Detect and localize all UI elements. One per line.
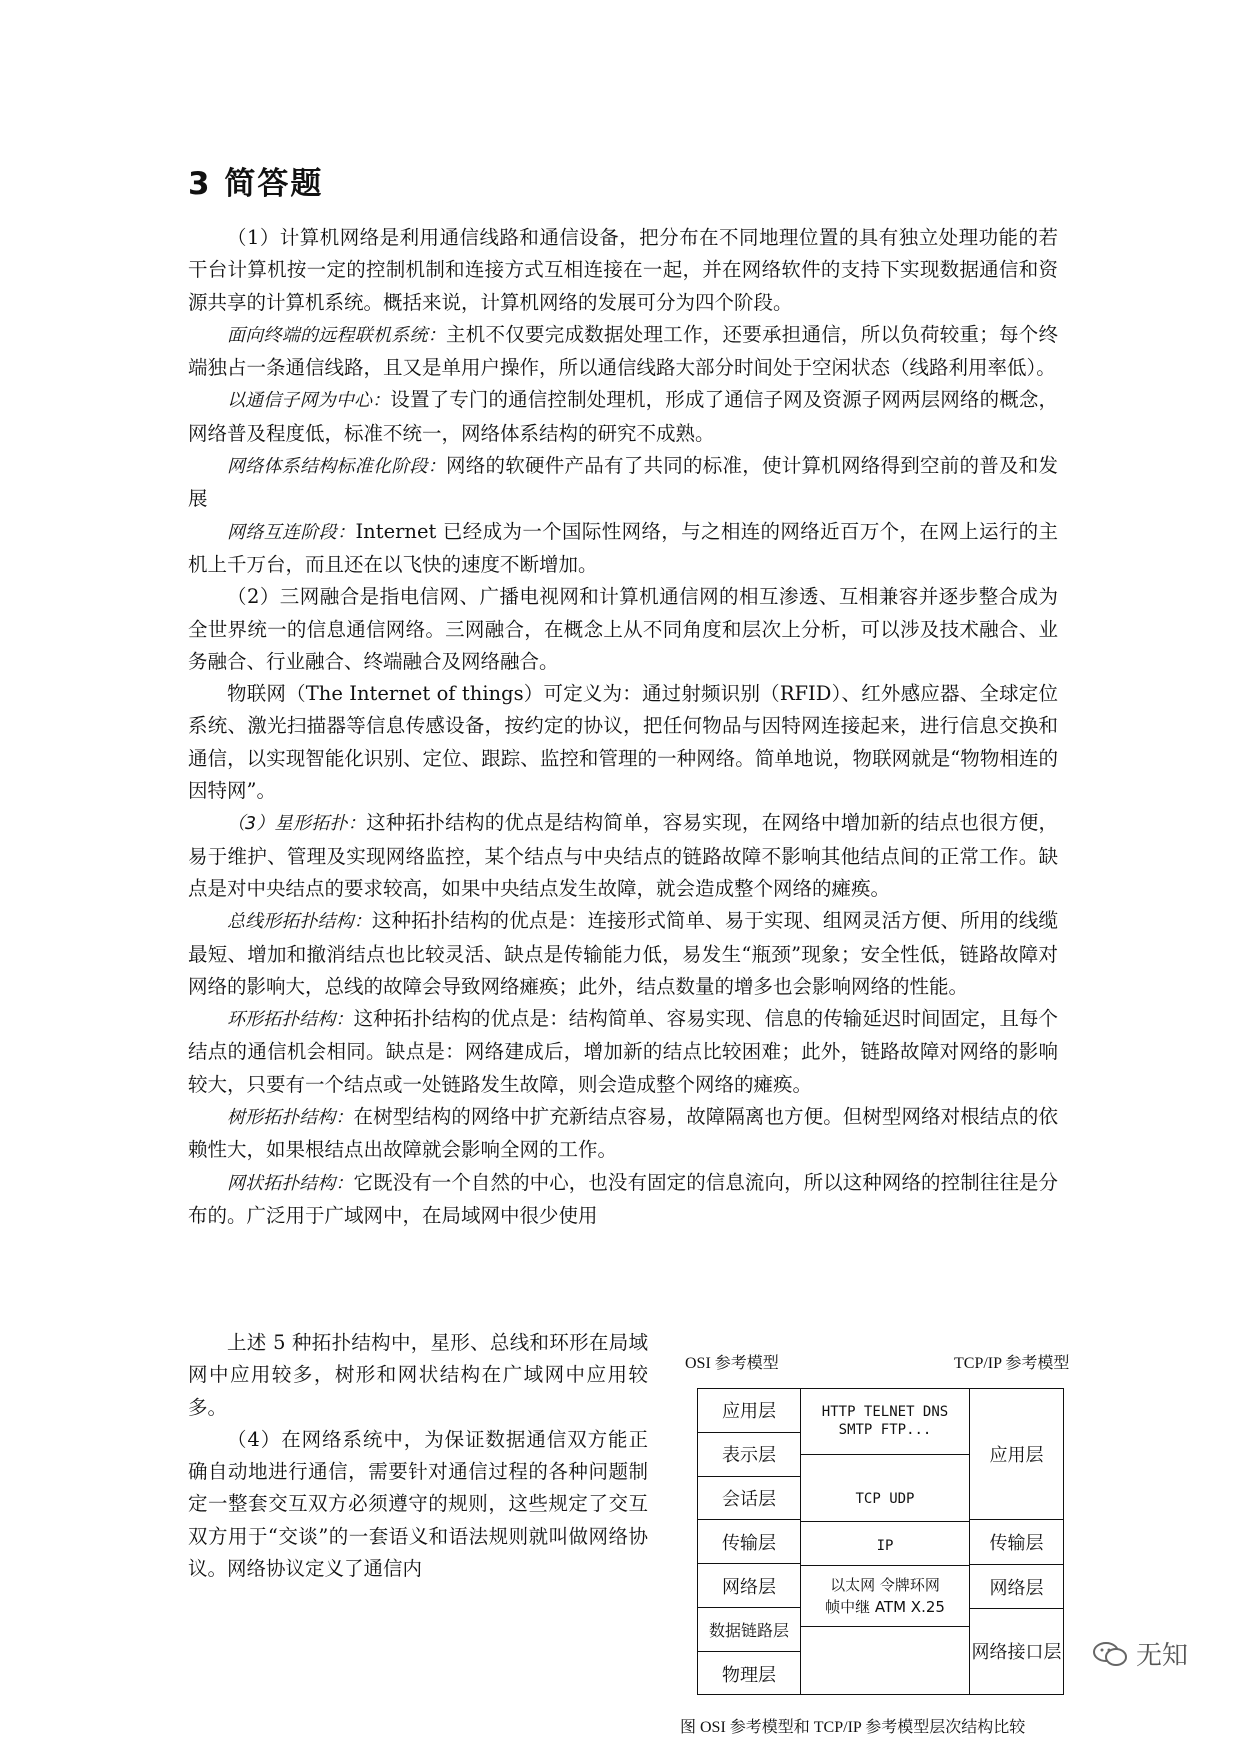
paragraph xyxy=(188,807,1058,905)
network-protocols-text: IP xyxy=(876,1538,894,1554)
watermark-text: 无知 xyxy=(1136,1641,1189,1671)
paragraph-lead: 网络互连阶段： xyxy=(227,521,356,543)
figure-caption: 图 OSI 参考模型和 TCP/IP 参考模型层次结构比较 xyxy=(680,1719,1026,1736)
paragraph xyxy=(188,319,1058,385)
osi-layer: 物理层 xyxy=(722,1664,776,1686)
paragraph-lead: 树形拓扑结构： xyxy=(227,1107,354,1129)
paragraph xyxy=(188,384,1058,450)
chat-bubble-icon xyxy=(1092,1640,1128,1668)
osi-layer: 会话层 xyxy=(698,1477,800,1521)
paragraph xyxy=(188,1167,1058,1233)
tcpip-layer-stack xyxy=(969,1388,1064,1695)
body-text xyxy=(188,222,1058,1232)
divider xyxy=(801,1565,969,1566)
paragraph-text: 物联网（The Internet of things）可定义为：通过射频识别（RFID）、红外感应器、全球定位系统、激光扫描器等信息传感设备，按约定的协议，把任何物品与因特网连接起来，进行信息交换和通信，以实现智能化识别、定位、跟踪、监控和管理的一种网络。简单地说，物联网就是“物物相连的因特网”。 xyxy=(188,682,1058,803)
osi-layer: 传输层 xyxy=(698,1520,800,1564)
app-protocols-line1: HTTP TELNET DNS xyxy=(821,1404,949,1420)
paragraph-text: 设置了专门的通信控制处理机，形成了通信子网及资源子网两层网络的概念，网络普及程度低，标准不统一，网络体系结构的研究不成熟。 xyxy=(188,388,1058,445)
link-protocols xyxy=(801,1567,969,1625)
tcpip-layer: 传输层 xyxy=(970,1520,1063,1565)
paragraph-text: 这种拓扑结构的优点是：结构简单、容易实现、信息的传输延迟时间固定，且每个结点的通信机会相同。缺点是：网络建成后，增加新的结点比较困难；此外，链路故障对网络的影响较大，只要有一个结点或一处链路发生故障，则会造成整个网络的瘫痪。 xyxy=(188,1007,1058,1096)
paragraph-lead: 以通信子网为中心： xyxy=(227,390,391,412)
protocol-column xyxy=(801,1388,969,1695)
paragraph xyxy=(188,516,1058,582)
paragraph: 上述 5 种拓扑结构中，星形、总线和环形在局域网中应用较多，树形和网状结构在广域网中应用较多。 xyxy=(188,1331,648,1419)
paragraph-lead: 面向终端的远程联机系统： xyxy=(227,324,446,346)
paragraph-lead: 网络体系结构标准化阶段： xyxy=(227,456,446,478)
transport-protocols-text: TCP UDP xyxy=(855,1491,915,1507)
osi-layer: 应用层 xyxy=(698,1389,800,1433)
paragraph xyxy=(188,1003,1058,1101)
paragraph xyxy=(188,905,1058,1003)
paragraph-text: 在树型结构的网络中扩充新结点容易，故障隔离也方便。但树型网络对根结点的依赖性大，如果根结点出故障就会影响全网的工作。 xyxy=(188,1105,1058,1162)
paragraph-text: 它既没有一个自然的中心，也没有固定的信息流向，所以这种网络的控制往往是分布的。广泛用于广域网中，在局域网中很少使用 xyxy=(188,1170,1058,1227)
page-title: 3 简答题 xyxy=(188,166,324,202)
watermark xyxy=(1092,1635,1188,1672)
paragraph xyxy=(188,581,1058,678)
paragraph xyxy=(188,222,1058,319)
paragraph-text: （2）三网融合是指电信网、广播电视网和计算机通信网的相互渗透、互相兼容并逐步整合成为全世界统一的信息通信网络。三网融合，在概念上从不同角度和层次上分析，可以涉及技术融合、业务融合、行业融合、终端融合及网络融合。 xyxy=(188,585,1058,673)
paragraph xyxy=(188,450,1058,516)
osi-layer-stack xyxy=(697,1388,801,1695)
divider xyxy=(801,1454,969,1455)
paragraph xyxy=(188,1101,1058,1167)
paragraph-lead: 总线形拓扑结构： xyxy=(227,911,372,933)
tcpip-layer: 网络层 xyxy=(970,1565,1063,1609)
app-protocols-line2: SMTP FTP... xyxy=(838,1422,932,1438)
divider xyxy=(801,1521,969,1522)
paragraph-lead: 网状拓扑结构： xyxy=(227,1172,354,1194)
transport-protocols xyxy=(801,1477,969,1521)
paragraph-text: Internet 已经成为一个国际性网络，与之相连的网络近百万个，在网上运行的主机上千万台，而且还在以飞快的速度不断增加。 xyxy=(188,519,1058,576)
paragraph-lead: （3）星形拓扑： xyxy=(227,813,367,835)
paragraph-text: 这种拓扑结构的优点是结构简单，容易实现，在网络中增加新的结点也很方便，易于维护、管理及实现网络监控，某个结点与中央结点的链路故障不影响其他结点间的正常工作。缺点是对中央结点的要求较高，如果中央结点发生故障，就会造成整个网络的瘫痪。 xyxy=(188,811,1058,900)
paragraph-lead: 环形拓扑结构： xyxy=(227,1009,354,1031)
osi-layer: 数据链路层 xyxy=(698,1608,800,1652)
osi-model-label: OSI 参考模型 xyxy=(685,1355,779,1372)
paragraph xyxy=(188,678,1058,807)
paragraph-text: 主机不仅要完成数据处理工作，还要承担通信，所以负荷较重；每个终端独占一条通信线路，且又是单用户操作，所以通信线路大部分时间处于空闲状态（线路利用率低）。 xyxy=(188,322,1058,380)
link-protocols-line2: 帧中继 ATM X.25 xyxy=(825,1598,945,1616)
link-protocols-line1: 以太网 令牌环网 xyxy=(830,1576,940,1594)
divider xyxy=(801,1626,969,1627)
paragraph: （4）在网络系统中，为保证数据通信双方能正确自动地进行通信，需要针对通信过程的各种问题制定一整套交互双方必须遵守的规则，这些规定了交互双方用于“交谈”的一套语义和语法规则就叫做网络协议。网络协议定义了通信内 xyxy=(188,1427,648,1581)
osi-layer: 表示层 xyxy=(698,1433,800,1477)
tcpip-layer: 应用层 xyxy=(970,1389,1063,1520)
wrap-text xyxy=(188,1327,648,1585)
osi-layer: 网络层 xyxy=(698,1564,800,1608)
paragraph-text: 网络的软硬件产品有了共同的标准，使计算机网络得到空前的普及和发展 xyxy=(188,454,1058,511)
osi-tcpip-figure xyxy=(680,1350,1100,1754)
paragraph-text: 这种拓扑结构的优点是：连接形式简单、易于实现、组网灵活方便、所用的线缆最短、增加和撤消结点也比较灵活、缺点是传输能力低，易发生“瓶颈”现象；安全性低，链路故障对网络的影响大，总线的故障会导致网络瘫痪；此外，结点数量的增多也会影响网络的性能。 xyxy=(188,909,1058,998)
tcpip-model-label: TCP/IP 参考模型 xyxy=(954,1355,1070,1372)
network-protocols xyxy=(801,1527,969,1565)
tcpip-layer: 网络接口层 xyxy=(971,1642,1062,1663)
paragraph-text: （1）计算机网络是利用通信线路和通信设备，把分布在不同地理位置的具有独立处理功能的若干台计算机按一定的控制机制和连接方式互相连接在一起，并在网络软件的支持下实现数据通信和资源共享的计算机系统。概括来说，计算机网络的发展可分为四个阶段。 xyxy=(188,226,1058,314)
